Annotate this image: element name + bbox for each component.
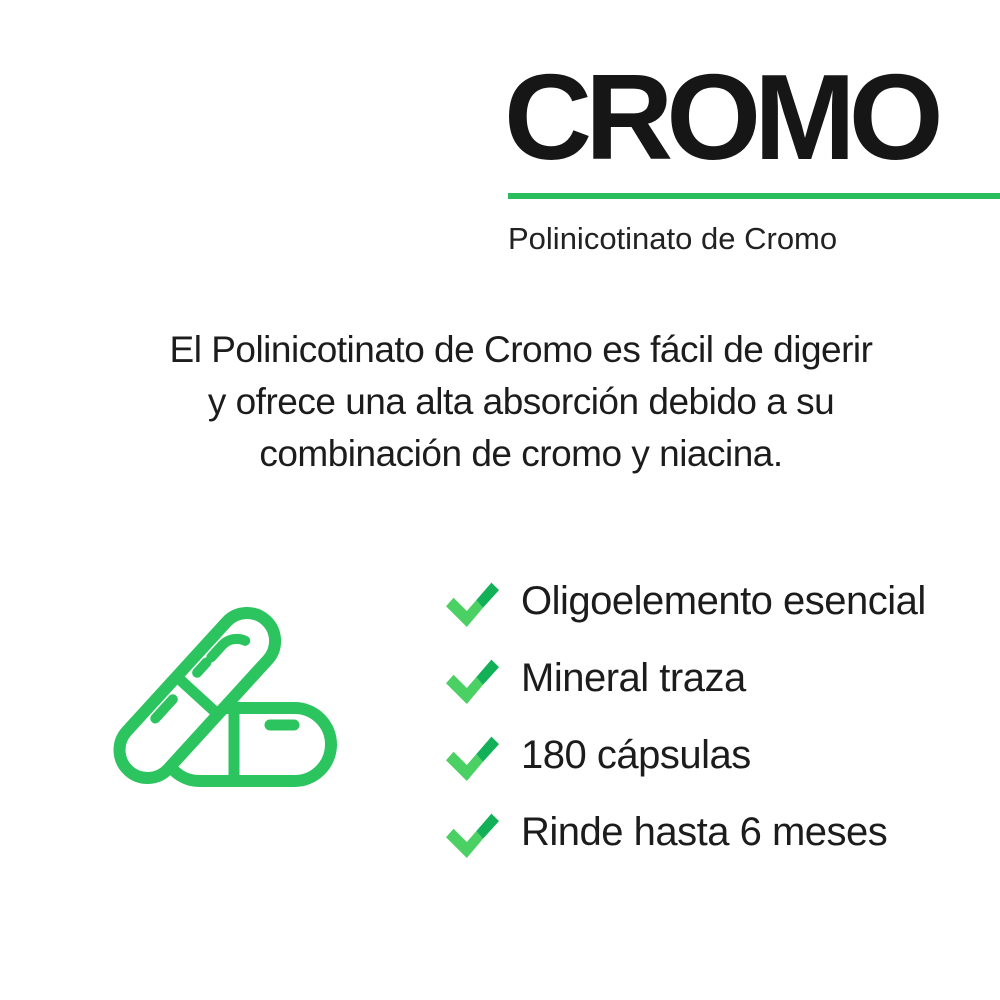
capsules-icon: [108, 601, 340, 791]
check-icon: [444, 575, 501, 628]
list-item: [444, 652, 926, 705]
feature-label: Rinde hasta 6 meses: [521, 810, 888, 854]
description-line: combinación de cromo y niacina.: [259, 433, 783, 474]
feature-label: Mineral traza: [521, 656, 746, 700]
list-item: [444, 806, 926, 859]
title-underline: [508, 193, 1000, 199]
check-icon: [444, 729, 501, 782]
feature-label: Oligoelemento esencial: [521, 579, 926, 623]
feature-label: 180 cápsulas: [521, 733, 751, 777]
features-list: [444, 575, 926, 859]
product-description: [21, 324, 1000, 480]
list-item: [444, 729, 926, 782]
list-item: [444, 575, 926, 628]
description-line: El Polinicotinato de Cromo es fácil de digerir: [169, 329, 873, 370]
page-subtitle: Polinicotinato de Cromo: [508, 221, 838, 256]
check-icon: [444, 652, 501, 705]
description-line: y ofrece una alta absorción debido a su: [207, 381, 835, 422]
page-title: CROMO: [504, 49, 937, 185]
check-icon: [444, 806, 501, 859]
